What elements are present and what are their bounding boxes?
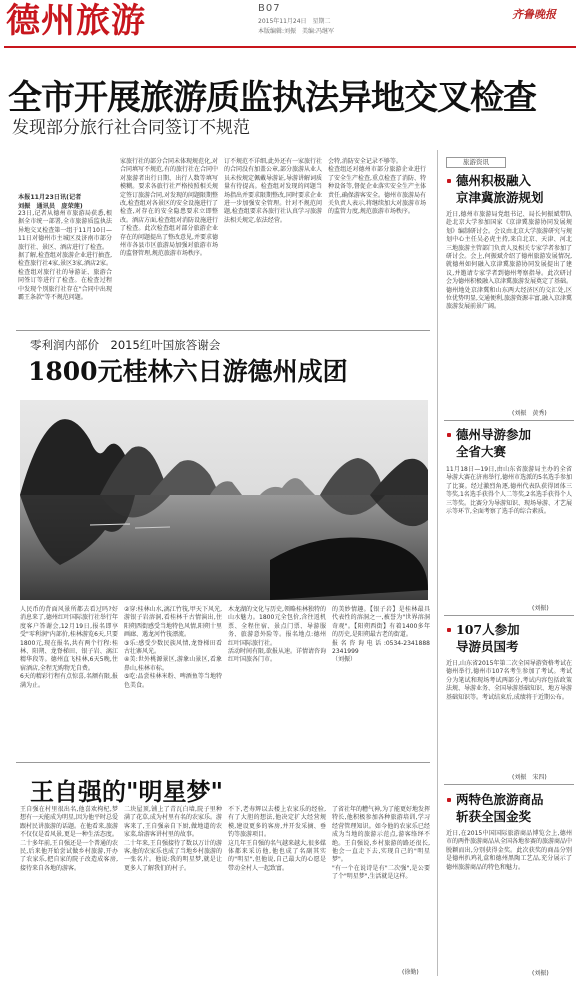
profile-column: 二块屋顶,铺上了青瓦白墙,院子里种满了花草,成为村里有名的农家乐。游客来了,王自强亲自下厨,做地道的农家菜,给游客讲村里的故事。 二十年来,王自强接待了数以万计的游客,他的农家乐也成了当地乡村旅游的一张名片。他说:我的明星梦,就是让更多人了解我们的村子。	[124, 806, 222, 872]
sidebar-credit: (刘振)	[532, 970, 549, 977]
feature-column: ②穿:桂林山水,漓江竹筏,甲天下风光,游银子岩溶洞,看桂林千古情演出,住阳朔西街感受当地特色风情,阳朔十里画廊、遇龙河竹筏漂流。 ③乐:感受少数民族风情,龙脊梯田看古壮寨风光。 ④美:世外桃源景区,游象山景区,看象鼻山,桂林市标。 ⑤吃:品尝桂林米粉、啤酒鱼等当地特色美食。	[124, 606, 222, 689]
divider	[444, 420, 574, 421]
feature-column: 木龙湖的文化与历史,领略桂林独特的山水魅力。1800元全包价,含往返机票、全程住宿、景点门票、导游服务、旅游意外险等。报名地点:德州红叶国际旅行社。 活动时间有限,欲报从速。详情请咨询红叶国旅各门市。	[228, 606, 326, 664]
sidebar-headline: 107人参加 导游员国考	[456, 622, 520, 654]
lead-column: 23日,记者从德州市旅游局获悉,根据全市统一部署,全市旅游质监执法异地交叉检查第一组于11月10日—11日对德州市主城区及济南市部分旅行社、景区、酒店进行了检查。 据了解,检查组对旅游企业进行抽查,检查旅行社4家,景区3家,酒店2家。检查组对旅行社的导游证、旅游合同签订等进行了检查。在检查过程中发现个别旅行社存在"合同中出现霸王条款"等不规范问题。	[18, 210, 112, 302]
bullet-icon	[447, 798, 451, 802]
feature-column: 的美妙情趣。【银子岩】是桂林最具代表性的溶洞之一,被誉为"世界溶洞奇观"。【阳朔西街】有着1400多年的历史,是阳朔最古老的街道。 报名咨询电话:0534-2341888 2341999 （刘振）	[332, 606, 430, 664]
feature-photo	[20, 400, 428, 600]
sidebar-headline: 德州积极融入 京津冀旅游规划	[456, 173, 544, 205]
feature-kicker: 零利润内部价 2015红叶国旅答谢会	[30, 338, 221, 352]
feature-headline: 1800元桂林六日游德州成团	[28, 357, 348, 386]
editor-line: 本版编辑:刘振 美编:冯继军	[258, 28, 335, 35]
kicker-line: 刘振 通讯员 庞荣莲)	[18, 203, 83, 210]
section-title: 德州旅游	[6, 1, 146, 41]
bullet-icon	[447, 433, 451, 437]
paper-logo: 齐鲁晚报	[512, 8, 556, 21]
sidebar-headline: 两特色旅游商品 斩获全国金奖	[456, 792, 544, 824]
page-number: B07	[258, 3, 281, 14]
masthead	[0, 0, 580, 44]
divider	[16, 762, 430, 763]
bullet-icon	[447, 628, 451, 632]
profile-column: 不下,老寿辉以去楼上农家乐的经验,有了大胆的想法,他决定扩大经营规模,建设更多的客房,并开发采摘、垂钓等旅游项目。 这几年王自强的名气越来越大,很多媒体都来采访他,他也成了名副其实的"明星",但他说,自己最大的心愿是带动全村人一起致富。	[228, 806, 326, 872]
profile-credit: (徐勤)	[402, 969, 419, 976]
date-line: 2015年11月24日 星期二	[258, 18, 331, 25]
bullet-icon	[447, 179, 451, 183]
sidebar-divider	[437, 150, 438, 976]
sidebar-credit: (刘振 宋四)	[512, 774, 547, 781]
feature-column: 人民币的背面风景所都去看过吗?好消息来了,德州红叶国际旅行社举行年度客户答谢会,12月19日,报名即享受"零利润"内部价,桂林游览6天,只要1800元,现在报名,共有两个行程:桂林、阳朔、龙脊梯田、银子岩、漓江精华段等。德州直飞桂林,6天5晚,住宿酒店,全程无购物无自费。 6天的精彩行程有点惊喜,名额有限,报满为止。	[20, 606, 118, 689]
profile-column: 王自强在村里很出名,他喜欢枸杞,梦想有一天能成为明星,因为他平时总爱跟村民讲旅游的话题。在他看来,旅游不仅仅是看风景,更是一种生活态度。 二十多年前,王自强还是一个普通的农民,后来他开始尝试做乡村旅游,开办了农家乐,把自家的院子改造成客房,接待来自各地的游客。	[20, 806, 118, 872]
profile-column: 了省社年的糟气神,为了能更好地发挥特长,他积极参加各种旅游培训,学习经营管理知识。如今他的农家乐已经成为当地的旅游示范点,游客络绎不绝。王自强说,乡村旅游的路还很长,他会一直走下去,实现自己的"明星梦"。 "有一个在说诗是有"二次强",是公要了个"明星梦",生活就是这样。	[332, 806, 430, 881]
divider	[16, 330, 430, 331]
lead-column: 订不规范不详细,此外还有一家旅行社的合同没有加盖公章,部分旅游从业人员未按规定佩戴导游证,导游讲解词质量有待提高。检查组对发现的问题当场指出并要求限期整改,同时要求企业进一步加强安全管理。针对不规范问题,检查组要求各旅行社认真学习旅游法相关规定,依法经营。	[224, 158, 322, 224]
sidebar-body: 近日,德州市旅游局党组书记、局长何振斌带队赴北京大学参加国家《京津冀旅游协同发展规划》编制研讨会。会议由北京大学旅游研究与规划中心主任吴必虎主持,来自北京、天津、河北三地旅游主管部门负责人及相关专家学者参加了研讨会。会上,何振斌介绍了德州旅游发展情况,就德州如何融入京津冀旅游协同发展提出了建议,并邀请专家学者到德州考察指导。此次研讨会为德州积极融入京津冀旅游发展奠定了基础。德州地处京津冀和山东两大经济区的交汇处,区位优势明显,交通便利,旅游资源丰富,融入京津冀旅游发展前景广阔。	[446, 211, 573, 311]
lead-column: 会特,消防安全记录不够等。 检查组还对德州市部分旅游企业进行了安全生产检查,重点检查了消防、特种设备等,督促企业落实安全生产主体责任,确保游客安全。德州市旅游局有关负责人表示,将继续加大对旅游市场的监管力度,规范旅游市场秩序。	[328, 158, 426, 216]
kicker-line: 本报11月23日讯(记者	[18, 194, 82, 201]
karst-landscape-image	[20, 400, 428, 600]
sidebar-credit: (刘振 黄秀)	[512, 410, 547, 417]
divider	[444, 615, 574, 616]
lead-subhead: 发现部分旅行社合同签订不规范	[12, 118, 250, 138]
sidebar-body: 近日,山东省2015年第二次全国导游资格考试在德州举行,德州市107名考生参加了考试。考试分为笔试和现场考试两部分,考试内容包括政策法规、导游业务、全国导游基础知识、地方导游基础知识等。考试结束后,成绩将于近期公布。	[446, 660, 573, 701]
sidebar-credit: (刘振)	[532, 605, 549, 612]
divider	[444, 784, 574, 785]
lead-kicker	[18, 192, 128, 210]
profile-headline: 王自强的"明星梦"	[30, 777, 224, 806]
lead-column: 家旅行社的部分合同未体现规范化,对合同填写不规范,有的旅行社在合同中对旅游者出行日期、出行人数等填写模糊。要求各旅行社严格按照相关规定签订旅游合同,对发现的问题限期整改,检查组对各景区的安全设施进行了检查,对存在的安全隐患要求立即整改。酒店方面,检查组对消防设施进行了检查。此次检查组对部分旅游企业存在的问题提出了整改意见,并要求德州市各县市区旅游局加强对旅游市场的监督管理,规范旅游市场秩序。	[120, 158, 218, 258]
masthead-rule	[4, 46, 576, 48]
sidebar-body: 近日,在2015中国国际旅游商品博览会上,德州市的两件旅游商品从全国各地参赛的旅游商品中脱颖而出,分别获得金奖。此次获奖的商品分别是德州扒鸡礼盒和德州黑陶工艺品,充分展示了德州旅游商品的特色和魅力。	[446, 830, 573, 871]
sidebar-tag: 旅游资讯	[446, 157, 506, 168]
sidebar-body: 11月18日—19日,由山东省旅游局主办的全省导游大赛在济南举行,德州市选派的5名选手参加了比赛。经过激烈角逐,德州代表队获得团体三等奖,1名选手获得个人二等奖,2名选手获得个人三等奖。比赛分为导游知识、现场导游、才艺展示等环节,全面考察了选手的综合素质。	[446, 466, 573, 516]
lead-headline: 全市开展旅游质监执法异地交叉检查	[8, 78, 536, 118]
sidebar-headline: 德州导游参加 全省大赛	[456, 427, 532, 459]
